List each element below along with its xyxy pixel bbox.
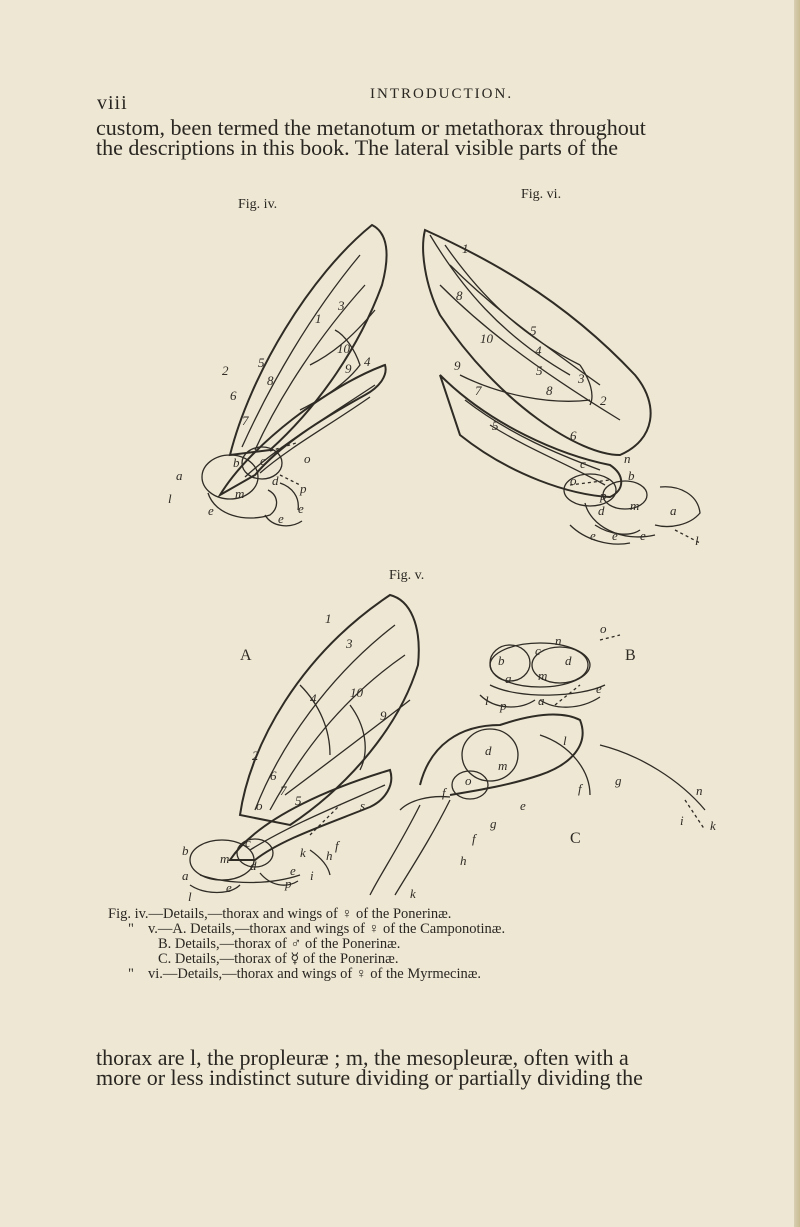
svg-text:6: 6: [570, 428, 577, 443]
svg-text:l: l: [168, 491, 172, 506]
intro-paragraph: [96, 115, 716, 160]
svg-text:e: e: [596, 681, 602, 696]
svg-text:10: 10: [480, 331, 493, 346]
fig-iv-illustration: [160, 215, 410, 535]
figure-captions: [108, 907, 505, 982]
caption-fig-iv: Fig. iv.—Details,—thorax and wings of ♀ of the Ponerinæ.: [108, 906, 452, 922]
svg-text:c: c: [245, 835, 251, 850]
svg-text:o: o: [304, 451, 311, 466]
svg-text:e: e: [290, 863, 296, 878]
svg-text:a: a: [505, 671, 512, 686]
svg-text:2: 2: [252, 748, 259, 763]
fig-vi-illustration: [420, 225, 720, 550]
svg-text:e: e: [298, 501, 304, 516]
svg-text:5: 5: [530, 323, 537, 338]
svg-text:o: o: [570, 473, 577, 488]
closing-paragraph: [96, 1045, 716, 1090]
svg-text:m: m: [498, 758, 508, 773]
caption-fig-vi: [108, 967, 505, 982]
intro-line: custom, been termed the metanotum or metathorax throughout: [96, 115, 646, 140]
fig-vi-label: Fig. vi.: [521, 187, 562, 202]
fig-v-letter-A: A: [240, 647, 252, 664]
svg-text:i: i: [680, 813, 684, 828]
svg-text:e: e: [640, 528, 646, 543]
svg-text:a: a: [182, 868, 189, 883]
svg-text:p: p: [300, 481, 307, 496]
svg-text:a: a: [670, 503, 677, 518]
intro-line: the descriptions in this book. The lateral visible parts of the: [96, 135, 618, 160]
svg-text:4: 4: [364, 354, 371, 369]
svg-text:m: m: [538, 668, 548, 683]
svg-text:10: 10: [350, 685, 363, 700]
caption-fig-v-a-text: v.—A. Details,—thorax and wings of ♀ of the Camponotinæ.: [148, 921, 506, 937]
svg-text:9: 9: [454, 358, 461, 373]
svg-text:6: 6: [270, 768, 277, 783]
svg-text:l: l: [563, 733, 567, 748]
svg-text:5: 5: [492, 418, 499, 433]
svg-text:c: c: [535, 643, 541, 658]
ditto-mark: ": [128, 966, 134, 982]
svg-text:4: 4: [310, 691, 317, 706]
svg-text:n: n: [555, 633, 562, 648]
svg-text:3: 3: [346, 636, 353, 651]
svg-text:l: l: [695, 533, 699, 548]
svg-text:f: f: [442, 785, 446, 800]
svg-text:e: e: [612, 528, 618, 543]
svg-text:9: 9: [380, 708, 387, 723]
svg-text:d: d: [272, 473, 279, 488]
svg-text:10: 10: [337, 341, 350, 356]
svg-text:d: d: [565, 653, 572, 668]
svg-text:h: h: [460, 853, 467, 868]
svg-text:p: p: [500, 698, 507, 713]
svg-text:5: 5: [258, 355, 265, 370]
svg-text:h: h: [326, 848, 333, 863]
svg-text:e: e: [278, 511, 284, 526]
svg-text:k: k: [410, 886, 416, 901]
svg-text:f: f: [472, 831, 476, 846]
svg-text:p: p: [285, 876, 292, 891]
svg-text:e: e: [590, 528, 596, 543]
svg-text:o: o: [256, 798, 263, 813]
svg-text:g: g: [615, 773, 622, 788]
svg-text:m: m: [235, 486, 245, 501]
svg-text:p: p: [600, 488, 607, 503]
svg-text:a: a: [176, 468, 183, 483]
svg-text:e: e: [226, 880, 232, 895]
svg-text:a: a: [538, 693, 545, 708]
svg-text:6: 6: [230, 388, 237, 403]
fig-iv-label: Fig. iv.: [238, 197, 278, 212]
svg-text:o: o: [465, 773, 472, 788]
svg-text:l: l: [485, 693, 489, 708]
svg-text:5: 5: [295, 793, 302, 808]
svg-text:3: 3: [338, 298, 345, 313]
svg-text:8: 8: [267, 373, 274, 388]
caption-fig-v-b: B. Details,—thorax of ♂ of the Ponerinæ.: [158, 936, 401, 952]
svg-text:1: 1: [325, 611, 332, 626]
page-number: viii: [97, 92, 128, 114]
svg-text:b: b: [182, 843, 189, 858]
closing-line: more or less indistinct suture dividing or partially dividing the: [96, 1065, 643, 1090]
running-head: INTRODUCTION.: [370, 86, 514, 102]
caption-fig-v-a: [108, 922, 505, 937]
svg-text:8: 8: [456, 288, 463, 303]
svg-text:k: k: [710, 818, 716, 833]
svg-text:2: 2: [600, 393, 607, 408]
svg-text:b: b: [628, 468, 635, 483]
svg-text:o: o: [600, 621, 607, 636]
svg-text:n: n: [624, 451, 631, 466]
svg-text:d: d: [485, 743, 492, 758]
caption-fig-vi-text: vi.—Details,—thorax and wings of ♀ of the Myrmecinæ.: [148, 966, 482, 982]
svg-text:b: b: [498, 653, 505, 668]
closing-line: thorax are l, the propleuræ ; m, the mesopleuræ, often with a: [96, 1045, 629, 1070]
svg-text:n: n: [696, 783, 703, 798]
svg-text:3: 3: [578, 371, 585, 386]
svg-text:g: g: [490, 816, 497, 831]
svg-text:2: 2: [222, 363, 229, 378]
svg-text:i: i: [310, 868, 314, 883]
svg-text:1: 1: [462, 241, 469, 256]
svg-text:s: s: [360, 798, 366, 813]
svg-text:f: f: [335, 838, 339, 853]
svg-text:m: m: [220, 851, 230, 866]
svg-text:c: c: [260, 453, 266, 468]
svg-text:7: 7: [475, 383, 482, 398]
svg-text:m: m: [630, 498, 640, 513]
svg-text:c: c: [580, 456, 586, 471]
svg-text:9: 9: [345, 361, 352, 376]
svg-text:e: e: [208, 503, 214, 518]
svg-text:d: d: [250, 858, 257, 873]
svg-text:5: 5: [536, 363, 543, 378]
fig-v-illustration: [160, 585, 720, 904]
svg-text:1: 1: [315, 311, 322, 326]
svg-text:4: 4: [535, 343, 542, 358]
ditto-mark: ": [128, 921, 134, 937]
fig-v-letter-C: C: [570, 830, 581, 847]
svg-text:e: e: [520, 798, 526, 813]
svg-text:7: 7: [280, 783, 287, 798]
svg-text:b: b: [233, 455, 240, 470]
page-edge: [794, 0, 800, 1227]
svg-text:l: l: [188, 889, 192, 904]
svg-text:8: 8: [546, 383, 553, 398]
fig-v-label: Fig. v.: [389, 568, 425, 583]
svg-text:k: k: [300, 845, 306, 860]
svg-text:7: 7: [242, 413, 249, 428]
fig-v-letter-B: B: [625, 647, 636, 664]
svg-text:d: d: [598, 503, 605, 518]
svg-text:f: f: [578, 781, 582, 796]
caption-fig-v-c: C. Details,—thorax of ☿ of the Ponerinæ.: [158, 951, 399, 967]
